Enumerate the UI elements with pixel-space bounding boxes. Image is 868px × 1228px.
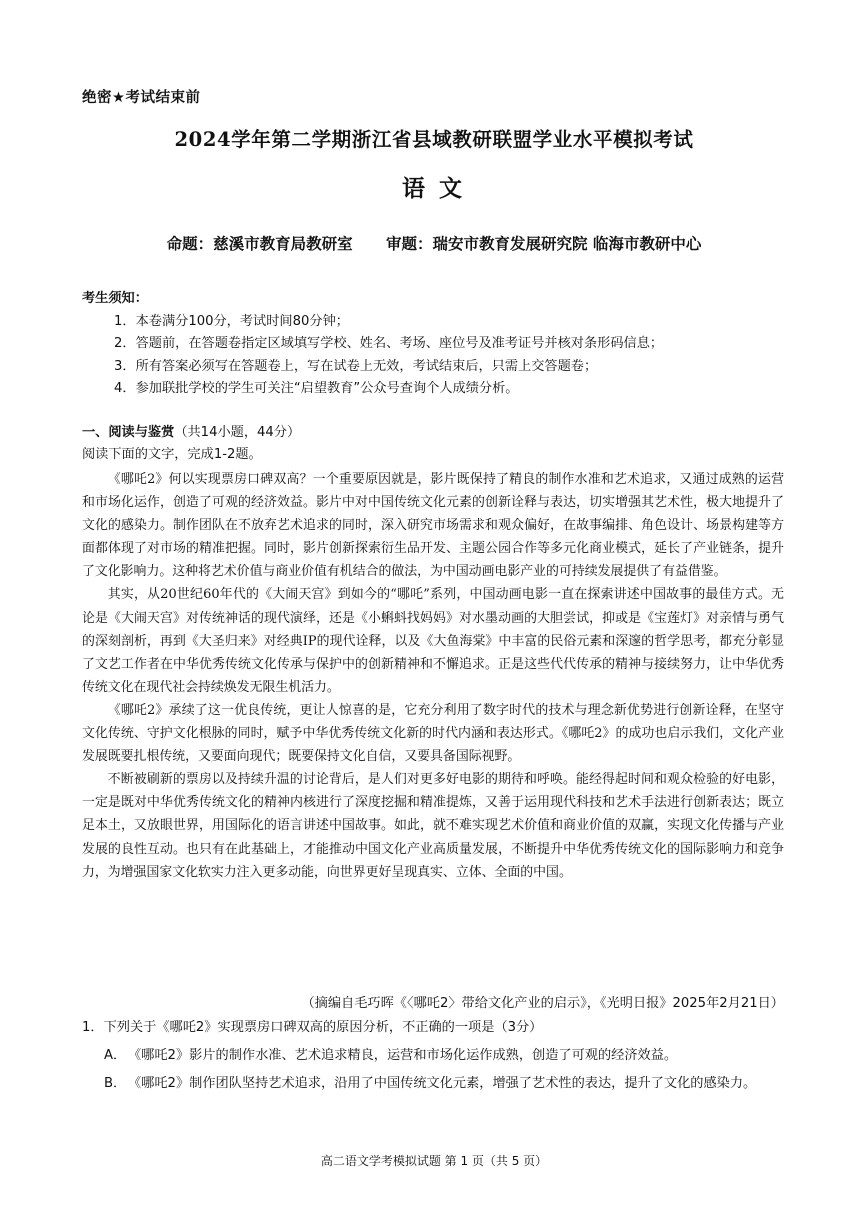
option-b [82,1072,784,1096]
option-text: 《哪吒2》制作团队坚持艺术追求，沿用了中国传统文化元素，增强了艺术性的表达，提升了文化的感染力。 [128,1076,757,1091]
article-paragraph: 《哪吒2》承续了这一优良传统，更让人惊喜的是，它充分利用了数字时代的技术与理念新优势进行创新诠释，在坚守文化传统、守护文化根脉的同时，赋予中华优秀传统文化新的时代内涵和表达形式。《哪吒2》的成功也启示我们，文化产业发展既要扎根传统，又要面向现代；既要保持文化自信，又要具备国际视野。 [82,702,784,765]
exam-notice [82,288,782,401]
article-source: （摘编自毛巧晖《〈哪吒2〉带给文化产业的启示》，《光明日报》2025年2月21日） [301,996,784,1011]
reading-article [82,468,784,884]
section-instruction: 阅读下面的文字，完成1-2题。 [82,447,262,462]
secret-label: 绝密★考试结束前 [82,90,201,106]
question-stem: 1．下列关于《哪吒2》实现票房口碑双高的原因分析，不正确的一项是（3分） [82,1020,543,1035]
exam-title: 2024学年第二学期浙江省县域教研联盟学业水平模拟考试 [174,128,694,151]
option-label: B． [104,1076,127,1091]
author-reviewer: 审题：瑞安市教育发展研究院 临海市教研中心 [386,235,702,253]
notice-item: 1．本卷满分100分，考试时间80分钟； [114,313,349,329]
notice-item: 3．所有答案必须写在答题卷上，写在试卷上无效，考试结束后，只需上交答题卷； [114,358,598,374]
option-a [82,1044,784,1068]
notice-item: 2．答题前，在答题卷指定区域填写学校、姓名、考场、座位号及准考证号并核对条形码信息； [114,336,664,351]
section-heading: 一、阅读与鉴赏 [82,425,175,440]
article-paragraph: 《哪吒2》何以实现票房口碑双高？一个重要原因就是，影片既保持了精良的制作水准和艺术追求，又通过成熟的运营和市场化运作，创造了可观的经济效益。影片中对中国传统文化元素的创新诠释与表达，切实增强其艺术性，极大地提升了文化的感染力。制作团队在不放弃艺术追求的同时，深入研究市场需求和观众偏好，在故事编排、角色设计、场景构建等方面都体现了对市场的精准把握。同时，影片创新探索衍生品开发、主题公园合作等多元化商业模式，延长了产业链条，提升了文化影响力。这种将艺术价值与商业价值有机结合的做法，为中国动画电影产业的可持续发展提供了有益借鉴。 [82,472,784,580]
article-paragraph: 不断被刷新的票房以及持续升温的讨论背后，是人们对更多好电影的期待和呼唤。能经得起时间和观众检验的好电影，一定是既对中华优秀传统文化的精神内核进行了深度挖掘和精准提炼，又善于运用现代科技和艺术手法进行创新表达；既立足本土，又放眼世界，用国际化的语言讲述中国故事。如此，就不难实现艺术价值和商业价值的双赢，实现文化传播与产业发展的良性互动。也只有在此基础上，才能推动中国文化产业高质量发展，不断提升中华优秀传统文化的国际影响力和竞争力，为增强国家文化软实力注入更多动能，向世界更好呈现真实、立体、全面的中国。 [82,772,784,880]
section-heading-note: （共14小题，44分） [174,425,301,440]
subject-title: 语文 [402,176,476,202]
option-text: 《哪吒2》影片的制作水准、艺术追求精良，运营和市场化运作成熟，创造了可观的经济效益。 [128,1048,678,1063]
option-label: A． [104,1048,127,1063]
notice-item: 4．参加联批学校的学生可关注“启望教育”公众号查询个人成绩分析。 [114,381,519,396]
notice-heading: 考生须知： [82,291,148,306]
author-setter: 命题：慈溪市教育局教研室 [166,235,353,253]
question-1 [82,1016,784,1096]
authors-line [0,232,868,254]
section-header [82,422,782,466]
page-footer: 高二语文学考模拟试题 第 1 页（共 5 页） [320,1154,548,1168]
article-paragraph: 其实，从20世纪60年代的《大闹天宫》到如今的“哪吒”系列，中国动画电影一直在探索讲述中国故事的最佳方式。无论是《大闹天宫》对传统神话的现代演绎，还是《小蝌蚪找妈妈》对水墨动画的大胆尝试，抑或是《宝莲灯》对亲情与勇气的深刻剖析，再到《大圣归来》对经典IP的现代诠释，以及《大鱼海棠》中丰富的民俗元素和深邃的哲学思考，都充分彰显了文艺工作者在中华优秀传统文化传承与保护中的创新精神和不懈追求。正是这些代代传承的精神与接续努力，让中华优秀传统文化在现代社会持续焕发无限生机活力。 [82,587,784,695]
